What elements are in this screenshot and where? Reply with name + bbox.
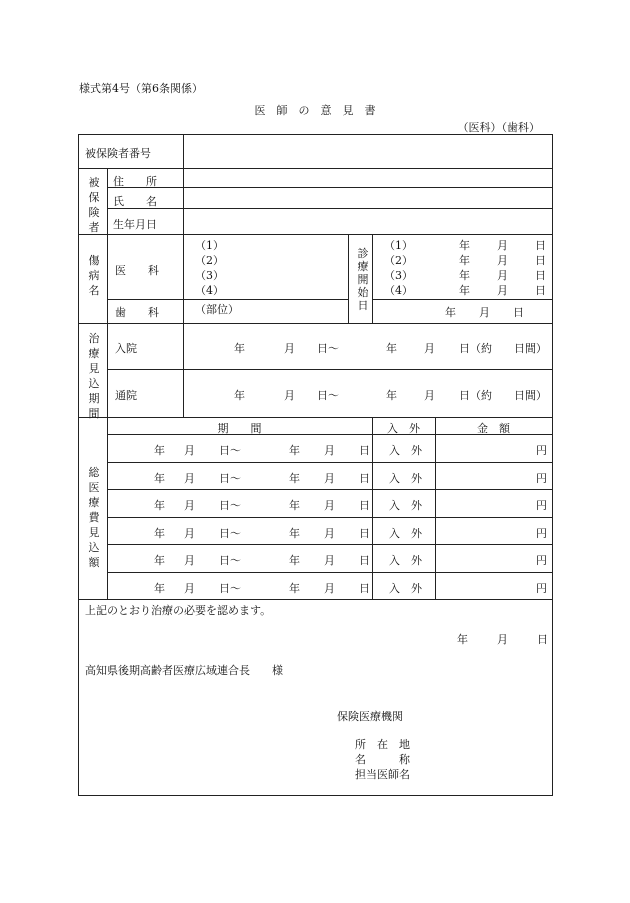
birthdate-field[interactable] — [184, 209, 552, 233]
outpatient-label: 通院 — [115, 389, 137, 402]
cost-to-month: 月 — [324, 554, 335, 567]
date-day: 日 — [535, 284, 546, 297]
cost-from-month: 月 — [184, 554, 195, 567]
start-item: （4） — [384, 284, 413, 297]
disease-item: （1） — [195, 239, 224, 252]
inpatient-label: 入院 — [115, 342, 137, 355]
disease-item: （4） — [195, 284, 224, 297]
treatment-start-label: 診療開始日 — [357, 247, 369, 312]
start-dates[interactable] — [459, 238, 549, 298]
cost-from-day: 日～ — [219, 582, 241, 595]
date-month: 月 — [497, 239, 508, 252]
date-day: 日 — [535, 254, 546, 267]
cost-from-day: 日～ — [219, 527, 241, 540]
cost-from-month: 月 — [184, 444, 195, 457]
period-from-day: 日～ — [317, 389, 339, 402]
start-date-row — [459, 268, 549, 283]
start-item: （3） — [384, 269, 413, 282]
start-date-row — [459, 253, 549, 268]
date-day: 日 — [535, 269, 546, 282]
period-from-year: 年 — [234, 342, 245, 355]
institution-fields — [355, 737, 410, 782]
date-month: 月 — [497, 284, 508, 297]
period-section-label: 治療見込期間 — [88, 332, 100, 420]
start-date-row — [459, 238, 549, 253]
institution-address-label: 所 在 地 — [355, 738, 410, 751]
page-title: 医 師 の 意 見 書 — [254, 104, 376, 117]
certification-date[interactable]: 年 月 日 — [457, 633, 548, 646]
period-from-year: 年 — [234, 389, 245, 402]
period-to-day: 日（約 — [459, 342, 492, 355]
disease-item: （3） — [195, 269, 224, 282]
date-month: 月 — [497, 269, 508, 282]
date-year: 年 — [459, 254, 470, 267]
insured-section-label: 被保険者 — [88, 176, 100, 234]
cost-to-year: 年 — [289, 554, 300, 567]
cost-from-year: 年 — [154, 554, 165, 567]
dental-part-label[interactable]: （部位） — [195, 303, 239, 316]
cost-from-month: 月 — [184, 499, 195, 512]
disease-items[interactable] — [195, 238, 224, 298]
period-days: 日間） — [514, 342, 547, 355]
date-year: 年 — [459, 239, 470, 252]
cost-yen: 円 — [536, 582, 547, 595]
cost-to-year: 年 — [289, 472, 300, 485]
cost-to-day: 日 — [359, 527, 370, 540]
cost-yen: 円 — [536, 499, 547, 512]
cost-from-year: 年 — [154, 472, 165, 485]
certification-statement: 上記のとおり治療の必要を認めます。 — [85, 604, 272, 617]
dental-label: 歯 科 — [115, 306, 159, 319]
start-item: （2） — [384, 254, 413, 267]
form-number: 様式第4号（第6条関係） — [79, 82, 203, 95]
cost-to-month: 月 — [324, 527, 335, 540]
date-day: 日 — [535, 239, 546, 252]
cost-to-month: 月 — [324, 499, 335, 512]
cost-to-day: 日 — [359, 472, 370, 485]
cost-from-month: 月 — [184, 582, 195, 595]
cost-inout: 入 外 — [389, 582, 422, 595]
period-to-year: 年 — [386, 342, 397, 355]
name-label: 氏 名 — [113, 195, 157, 208]
cost-to-day: 日 — [359, 499, 370, 512]
period-from-day: 日～ — [317, 342, 339, 355]
period-from-month: 月 — [284, 342, 295, 355]
institution-name-label: 名 称 — [355, 753, 410, 766]
disease-item: （2） — [195, 254, 224, 267]
col-period-header: 期 間 — [217, 422, 262, 435]
cost-section-label: 総医療費見込額 — [88, 466, 100, 569]
cost-inout: 入 外 — [389, 472, 422, 485]
cost-from-year: 年 — [154, 527, 165, 540]
cost-from-year: 年 — [154, 499, 165, 512]
cost-to-year: 年 — [289, 527, 300, 540]
address-label: 住 所 — [113, 175, 157, 188]
birthdate-label: 生年月日 — [113, 218, 157, 231]
doctor-name-label: 担当医師名 — [355, 768, 410, 781]
cost-to-year: 年 — [289, 582, 300, 595]
address-field[interactable] — [184, 169, 552, 187]
cost-yen: 円 — [536, 472, 547, 485]
col-inout-header: 入 外 — [387, 422, 420, 435]
cost-from-year: 年 — [154, 444, 165, 457]
period-to-year: 年 — [386, 389, 397, 402]
period-to-day: 日（約 — [459, 389, 492, 402]
cost-to-month: 月 — [324, 472, 335, 485]
name-field[interactable] — [184, 188, 552, 208]
institution-label: 保険医療機関 — [337, 710, 403, 723]
subtitle: （医科）（歯科） — [457, 121, 540, 134]
cost-to-day: 日 — [359, 582, 370, 595]
period-to-month: 月 — [424, 389, 435, 402]
cost-yen: 円 — [536, 554, 547, 567]
cost-inout: 入 外 — [389, 527, 422, 540]
start-date-row — [459, 283, 549, 298]
cost-yen: 円 — [536, 444, 547, 457]
start-item: （1） — [384, 239, 413, 252]
opinion-form — [78, 134, 553, 796]
insured-number-label: 被保険者番号 — [85, 147, 151, 160]
cost-yen: 円 — [536, 527, 547, 540]
cost-from-day: 日～ — [219, 472, 241, 485]
start-items — [384, 238, 413, 298]
cost-from-day: 日～ — [219, 444, 241, 457]
cost-to-month: 月 — [324, 444, 335, 457]
cost-to-month: 月 — [324, 582, 335, 595]
dental-start-date[interactable]: 年 月 日 — [445, 306, 524, 319]
medical-label: 医 科 — [115, 264, 159, 277]
cost-to-year: 年 — [289, 444, 300, 457]
addressee: 高知県後期高齢者医療広域連合長 様 — [85, 664, 283, 677]
date-year: 年 — [459, 284, 470, 297]
date-year: 年 — [459, 269, 470, 282]
cost-inout: 入 外 — [389, 499, 422, 512]
cost-from-month: 月 — [184, 472, 195, 485]
cost-to-day: 日 — [359, 554, 370, 567]
col-amount-header: 金 額 — [477, 422, 510, 435]
insured-number-field[interactable] — [184, 136, 552, 167]
disease-section-label: 傷病名 — [88, 254, 100, 297]
cost-inout: 入 外 — [389, 554, 422, 567]
cost-to-year: 年 — [289, 499, 300, 512]
date-month: 月 — [497, 254, 508, 267]
cost-from-day: 日～ — [219, 499, 241, 512]
cost-from-month: 月 — [184, 527, 195, 540]
cost-from-day: 日～ — [219, 554, 241, 567]
period-to-month: 月 — [424, 342, 435, 355]
cost-inout: 入 外 — [389, 444, 422, 457]
cost-from-year: 年 — [154, 582, 165, 595]
period-days: 日間） — [514, 389, 547, 402]
period-from-month: 月 — [284, 389, 295, 402]
cost-to-day: 日 — [359, 444, 370, 457]
